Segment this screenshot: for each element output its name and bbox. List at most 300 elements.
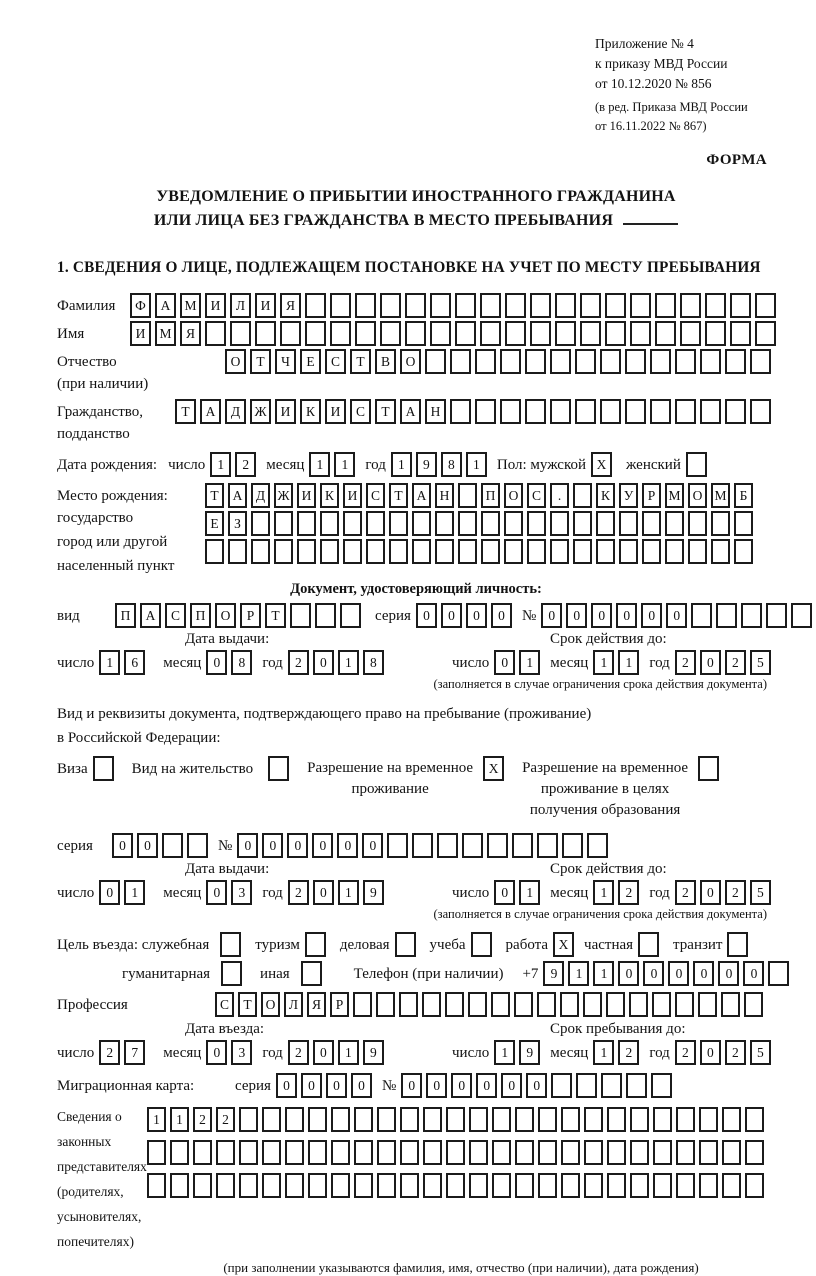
char-cell[interactable]: 1 <box>519 650 540 675</box>
char-cell[interactable] <box>412 539 431 564</box>
char-cell[interactable]: 2 <box>216 1107 235 1132</box>
char-cell[interactable] <box>525 349 546 374</box>
char-cell[interactable] <box>389 539 408 564</box>
iddoc-issue-day-cells[interactable] <box>99 650 149 675</box>
char-cell[interactable]: 0 <box>700 1040 721 1065</box>
char-cell[interactable]: 0 <box>668 961 689 986</box>
char-cell[interactable]: Т <box>238 992 257 1017</box>
char-cell[interactable]: 0 <box>206 880 227 905</box>
char-cell[interactable]: В <box>375 349 396 374</box>
char-cell[interactable]: М <box>665 483 684 508</box>
char-cell[interactable] <box>285 1140 304 1165</box>
char-cell[interactable] <box>688 539 707 564</box>
migcard-number-cells[interactable] <box>401 1073 676 1098</box>
char-cell[interactable]: 0 <box>276 1073 297 1098</box>
char-cell[interactable]: 0 <box>312 833 333 858</box>
char-cell[interactable] <box>405 293 426 318</box>
char-cell[interactable] <box>422 992 441 1017</box>
char-cell[interactable]: С <box>165 603 186 628</box>
char-cell[interactable] <box>515 1140 534 1165</box>
char-cell[interactable]: А <box>412 483 431 508</box>
char-cell[interactable] <box>734 539 753 564</box>
char-cell[interactable] <box>675 399 696 424</box>
char-cell[interactable] <box>550 539 569 564</box>
char-cell[interactable] <box>651 1073 672 1098</box>
iddoc-number-cells[interactable] <box>541 603 816 628</box>
char-cell[interactable]: О <box>215 603 236 628</box>
char-cell[interactable]: Д <box>251 483 270 508</box>
residence-checkbox[interactable] <box>268 756 293 781</box>
char-cell[interactable] <box>340 603 361 628</box>
char-cell[interactable]: Ж <box>250 399 271 424</box>
char-cell[interactable]: 0 <box>112 833 133 858</box>
char-cell[interactable]: Р <box>240 603 261 628</box>
char-cell[interactable] <box>450 349 471 374</box>
char-cell[interactable] <box>395 932 416 957</box>
char-cell[interactable]: 2 <box>675 880 696 905</box>
char-cell[interactable] <box>734 511 753 536</box>
char-cell[interactable] <box>487 833 508 858</box>
char-cell[interactable]: 0 <box>313 880 334 905</box>
char-cell[interactable]: 0 <box>616 603 637 628</box>
char-cell[interactable]: 9 <box>363 1040 384 1065</box>
char-cell[interactable] <box>515 1173 534 1198</box>
char-cell[interactable] <box>274 511 293 536</box>
char-cell[interactable] <box>315 603 336 628</box>
birthdate-month-cells[interactable] <box>309 452 359 477</box>
char-cell[interactable] <box>716 603 737 628</box>
char-cell[interactable] <box>400 1107 419 1132</box>
char-cell[interactable] <box>676 1140 695 1165</box>
char-cell[interactable] <box>730 321 751 346</box>
char-cell[interactable] <box>515 1107 534 1132</box>
char-cell[interactable] <box>580 293 601 318</box>
char-cell[interactable] <box>705 293 726 318</box>
char-cell[interactable] <box>354 1140 373 1165</box>
char-cell[interactable]: 7 <box>124 1040 145 1065</box>
char-cell[interactable]: 0 <box>416 603 437 628</box>
char-cell[interactable] <box>480 321 501 346</box>
char-cell[interactable] <box>297 511 316 536</box>
char-cell[interactable] <box>366 539 385 564</box>
birthplace-row2-cells[interactable] <box>205 511 757 536</box>
char-cell[interactable] <box>481 511 500 536</box>
purpose-transit-checkbox[interactable] <box>727 932 752 957</box>
char-cell[interactable] <box>301 961 322 986</box>
char-cell[interactable] <box>755 293 776 318</box>
char-cell[interactable] <box>331 1140 350 1165</box>
char-cell[interactable]: 9 <box>519 1040 540 1065</box>
char-cell[interactable] <box>630 321 651 346</box>
char-cell[interactable]: И <box>325 399 346 424</box>
char-cell[interactable] <box>331 1107 350 1132</box>
surname-cells[interactable] <box>130 293 780 318</box>
char-cell[interactable] <box>605 321 626 346</box>
migcard-seriya-cells[interactable] <box>276 1073 376 1098</box>
char-cell[interactable] <box>560 992 579 1017</box>
char-cell[interactable]: 2 <box>675 650 696 675</box>
representatives-row3-cells[interactable] <box>147 1173 768 1198</box>
char-cell[interactable]: С <box>325 349 346 374</box>
representatives-row2-cells[interactable] <box>147 1140 768 1165</box>
char-cell[interactable] <box>722 1173 741 1198</box>
char-cell[interactable] <box>625 399 646 424</box>
char-cell[interactable]: 9 <box>416 452 437 477</box>
char-cell[interactable]: 1 <box>391 452 412 477</box>
char-cell[interactable] <box>230 321 251 346</box>
char-cell[interactable] <box>475 399 496 424</box>
char-cell[interactable] <box>527 539 546 564</box>
char-cell[interactable] <box>744 992 763 1017</box>
char-cell[interactable] <box>686 452 707 477</box>
char-cell[interactable]: 0 <box>351 1073 372 1098</box>
char-cell[interactable] <box>430 293 451 318</box>
char-cell[interactable] <box>688 511 707 536</box>
char-cell[interactable] <box>380 321 401 346</box>
char-cell[interactable]: 2 <box>725 880 746 905</box>
char-cell[interactable] <box>538 1107 557 1132</box>
char-cell[interactable] <box>650 399 671 424</box>
char-cell[interactable] <box>573 539 592 564</box>
char-cell[interactable] <box>93 756 114 781</box>
char-cell[interactable] <box>750 399 771 424</box>
phone-cells[interactable] <box>543 961 793 986</box>
char-cell[interactable] <box>555 321 576 346</box>
char-cell[interactable] <box>450 399 471 424</box>
char-cell[interactable]: 0 <box>743 961 764 986</box>
char-cell[interactable] <box>330 293 351 318</box>
char-cell[interactable]: 0 <box>618 961 639 986</box>
char-cell[interactable] <box>274 539 293 564</box>
entry-stay-year-cells[interactable] <box>675 1040 775 1065</box>
char-cell[interactable] <box>343 511 362 536</box>
char-cell[interactable] <box>305 293 326 318</box>
char-cell[interactable] <box>400 1140 419 1165</box>
char-cell[interactable] <box>698 992 717 1017</box>
purpose-tourism-checkbox[interactable] <box>305 932 330 957</box>
entry-date-day-cells[interactable] <box>99 1040 149 1065</box>
char-cell[interactable] <box>705 321 726 346</box>
char-cell[interactable]: Т <box>175 399 196 424</box>
char-cell[interactable]: П <box>481 483 500 508</box>
char-cell[interactable]: И <box>297 483 316 508</box>
char-cell[interactable]: К <box>300 399 321 424</box>
char-cell[interactable]: К <box>596 483 615 508</box>
char-cell[interactable] <box>471 932 492 957</box>
birthplace-row1-cells[interactable] <box>205 483 757 508</box>
sex-female-checkbox[interactable] <box>686 452 711 477</box>
char-cell[interactable]: 1 <box>338 650 359 675</box>
char-cell[interactable] <box>355 293 376 318</box>
char-cell[interactable] <box>469 1173 488 1198</box>
char-cell[interactable] <box>680 293 701 318</box>
char-cell[interactable] <box>412 511 431 536</box>
char-cell[interactable] <box>530 293 551 318</box>
char-cell[interactable] <box>251 539 270 564</box>
char-cell[interactable] <box>638 932 659 957</box>
char-cell[interactable]: 0 <box>476 1073 497 1098</box>
char-cell[interactable] <box>575 349 596 374</box>
staydoc-issue-day-cells[interactable] <box>99 880 149 905</box>
char-cell[interactable]: 0 <box>591 603 612 628</box>
char-cell[interactable] <box>505 293 526 318</box>
representatives-row1-cells[interactable] <box>147 1107 768 1132</box>
char-cell[interactable]: 1 <box>593 961 614 986</box>
char-cell[interactable]: 0 <box>491 603 512 628</box>
char-cell[interactable] <box>228 539 247 564</box>
char-cell[interactable]: И <box>130 321 151 346</box>
char-cell[interactable]: 0 <box>541 603 562 628</box>
char-cell[interactable] <box>642 539 661 564</box>
char-cell[interactable]: 8 <box>231 650 252 675</box>
char-cell[interactable] <box>596 539 615 564</box>
char-cell[interactable]: 2 <box>675 1040 696 1065</box>
char-cell[interactable] <box>691 603 712 628</box>
char-cell[interactable]: П <box>190 603 211 628</box>
char-cell[interactable]: 0 <box>643 961 664 986</box>
char-cell[interactable] <box>504 511 523 536</box>
char-cell[interactable]: 0 <box>566 603 587 628</box>
char-cell[interactable] <box>722 1140 741 1165</box>
char-cell[interactable]: 0 <box>441 603 462 628</box>
char-cell[interactable]: З <box>228 511 247 536</box>
char-cell[interactable] <box>514 992 533 1017</box>
purpose-official-checkbox[interactable] <box>220 932 245 957</box>
char-cell[interactable] <box>745 1140 764 1165</box>
char-cell[interactable] <box>619 539 638 564</box>
char-cell[interactable]: О <box>225 349 246 374</box>
char-cell[interactable] <box>380 293 401 318</box>
char-cell[interactable]: 3 <box>231 880 252 905</box>
char-cell[interactable] <box>462 833 483 858</box>
char-cell[interactable]: 9 <box>363 880 384 905</box>
char-cell[interactable]: 1 <box>466 452 487 477</box>
char-cell[interactable]: 1 <box>210 452 231 477</box>
char-cell[interactable]: 0 <box>700 650 721 675</box>
char-cell[interactable] <box>699 1173 718 1198</box>
char-cell[interactable] <box>699 1140 718 1165</box>
char-cell[interactable] <box>423 1140 442 1165</box>
purpose-work-checkbox[interactable] <box>553 932 578 957</box>
char-cell[interactable] <box>446 1107 465 1132</box>
char-cell[interactable] <box>711 539 730 564</box>
char-cell[interactable]: 1 <box>494 1040 515 1065</box>
char-cell[interactable]: А <box>228 483 247 508</box>
purpose-other-checkbox[interactable] <box>301 961 326 986</box>
char-cell[interactable] <box>512 833 533 858</box>
char-cell[interactable] <box>527 511 546 536</box>
char-cell[interactable] <box>551 1073 572 1098</box>
char-cell[interactable] <box>725 349 746 374</box>
char-cell[interactable] <box>745 1107 764 1132</box>
char-cell[interactable] <box>330 321 351 346</box>
char-cell[interactable] <box>562 833 583 858</box>
char-cell[interactable]: X <box>483 756 504 781</box>
char-cell[interactable] <box>469 1107 488 1132</box>
char-cell[interactable] <box>446 1173 465 1198</box>
char-cell[interactable]: Л <box>230 293 251 318</box>
char-cell[interactable]: 0 <box>313 1040 334 1065</box>
char-cell[interactable] <box>423 1107 442 1132</box>
char-cell[interactable]: 0 <box>237 833 258 858</box>
char-cell[interactable]: Е <box>205 511 224 536</box>
char-cell[interactable] <box>791 603 812 628</box>
char-cell[interactable] <box>676 1173 695 1198</box>
char-cell[interactable]: 0 <box>301 1073 322 1098</box>
char-cell[interactable] <box>320 511 339 536</box>
char-cell[interactable] <box>376 992 395 1017</box>
char-cell[interactable] <box>480 293 501 318</box>
staydoc-valid-month-cells[interactable] <box>593 880 643 905</box>
char-cell[interactable] <box>555 293 576 318</box>
char-cell[interactable] <box>308 1140 327 1165</box>
char-cell[interactable]: Я <box>280 293 301 318</box>
char-cell[interactable]: Т <box>375 399 396 424</box>
char-cell[interactable] <box>583 992 602 1017</box>
char-cell[interactable]: Ч <box>275 349 296 374</box>
temp-permit-checkbox[interactable] <box>483 756 508 781</box>
char-cell[interactable] <box>377 1140 396 1165</box>
char-cell[interactable] <box>162 833 183 858</box>
char-cell[interactable]: 0 <box>337 833 358 858</box>
char-cell[interactable]: С <box>527 483 546 508</box>
char-cell[interactable]: 8 <box>363 650 384 675</box>
char-cell[interactable] <box>606 992 625 1017</box>
char-cell[interactable]: С <box>366 483 385 508</box>
char-cell[interactable]: Т <box>265 603 286 628</box>
char-cell[interactable]: У <box>619 483 638 508</box>
char-cell[interactable] <box>653 1107 672 1132</box>
char-cell[interactable]: 5 <box>750 1040 771 1065</box>
visa-checkbox[interactable] <box>93 756 118 781</box>
char-cell[interactable]: К <box>320 483 339 508</box>
char-cell[interactable]: Т <box>389 483 408 508</box>
char-cell[interactable] <box>366 511 385 536</box>
char-cell[interactable]: Д <box>225 399 246 424</box>
char-cell[interactable]: 1 <box>99 650 120 675</box>
char-cell[interactable] <box>525 399 546 424</box>
char-cell[interactable] <box>655 321 676 346</box>
char-cell[interactable] <box>290 603 311 628</box>
char-cell[interactable]: 0 <box>641 603 662 628</box>
iddoc-issue-year-cells[interactable] <box>288 650 388 675</box>
char-cell[interactable] <box>550 349 571 374</box>
char-cell[interactable] <box>619 511 638 536</box>
char-cell[interactable]: 2 <box>99 1040 120 1065</box>
char-cell[interactable]: А <box>200 399 221 424</box>
char-cell[interactable]: 8 <box>441 452 462 477</box>
char-cell[interactable] <box>550 511 569 536</box>
char-cell[interactable] <box>576 1073 597 1098</box>
char-cell[interactable]: 1 <box>568 961 589 986</box>
char-cell[interactable] <box>400 1173 419 1198</box>
char-cell[interactable] <box>458 511 477 536</box>
char-cell[interactable] <box>505 321 526 346</box>
char-cell[interactable] <box>766 603 787 628</box>
char-cell[interactable] <box>700 349 721 374</box>
char-cell[interactable] <box>251 511 270 536</box>
char-cell[interactable] <box>630 1107 649 1132</box>
char-cell[interactable] <box>580 321 601 346</box>
char-cell[interactable]: 0 <box>262 833 283 858</box>
char-cell[interactable] <box>596 511 615 536</box>
char-cell[interactable]: 5 <box>750 880 771 905</box>
char-cell[interactable]: 0 <box>666 603 687 628</box>
char-cell[interactable] <box>700 399 721 424</box>
char-cell[interactable] <box>492 1140 511 1165</box>
char-cell[interactable]: X <box>591 452 612 477</box>
char-cell[interactable]: П <box>115 603 136 628</box>
char-cell[interactable]: 1 <box>170 1107 189 1132</box>
char-cell[interactable] <box>455 293 476 318</box>
char-cell[interactable] <box>389 511 408 536</box>
char-cell[interactable] <box>725 399 746 424</box>
char-cell[interactable] <box>469 1140 488 1165</box>
char-cell[interactable] <box>652 992 671 1017</box>
char-cell[interactable] <box>285 1173 304 1198</box>
firstname-cells[interactable] <box>130 321 780 346</box>
char-cell[interactable] <box>354 1107 373 1132</box>
char-cell[interactable] <box>216 1173 235 1198</box>
char-cell[interactable] <box>573 483 592 508</box>
char-cell[interactable] <box>297 539 316 564</box>
char-cell[interactable]: Р <box>642 483 661 508</box>
char-cell[interactable]: Л <box>284 992 303 1017</box>
char-cell[interactable] <box>205 539 224 564</box>
char-cell[interactable] <box>239 1140 258 1165</box>
char-cell[interactable]: 0 <box>362 833 383 858</box>
purpose-study-checkbox[interactable] <box>471 932 496 957</box>
char-cell[interactable] <box>587 833 608 858</box>
char-cell[interactable] <box>355 321 376 346</box>
char-cell[interactable] <box>500 399 521 424</box>
char-cell[interactable] <box>642 511 661 536</box>
iddoc-issue-month-cells[interactable] <box>206 650 256 675</box>
char-cell[interactable]: 0 <box>526 1073 547 1098</box>
staydoc-valid-year-cells[interactable] <box>675 880 775 905</box>
iddoc-vid-cells[interactable] <box>115 603 365 628</box>
char-cell[interactable] <box>435 539 454 564</box>
char-cell[interactable]: 2 <box>288 650 309 675</box>
char-cell[interactable] <box>331 1173 350 1198</box>
purpose-private-checkbox[interactable] <box>638 932 663 957</box>
char-cell[interactable] <box>730 293 751 318</box>
char-cell[interactable]: 2 <box>725 650 746 675</box>
staydoc-number-cells[interactable] <box>237 833 612 858</box>
char-cell[interactable] <box>268 756 289 781</box>
citizenship-cells[interactable] <box>175 399 775 446</box>
char-cell[interactable] <box>675 992 694 1017</box>
char-cell[interactable]: 2 <box>725 1040 746 1065</box>
char-cell[interactable] <box>305 932 326 957</box>
char-cell[interactable] <box>475 349 496 374</box>
staydoc-issue-year-cells[interactable] <box>288 880 388 905</box>
char-cell[interactable] <box>308 1107 327 1132</box>
char-cell[interactable]: Я <box>180 321 201 346</box>
char-cell[interactable] <box>193 1173 212 1198</box>
patronymic-cells[interactable] <box>225 349 775 396</box>
char-cell[interactable] <box>653 1173 672 1198</box>
char-cell[interactable]: 2 <box>618 1040 639 1065</box>
purpose-humanitarian-checkbox[interactable] <box>221 961 246 986</box>
char-cell[interactable]: О <box>504 483 523 508</box>
char-cell[interactable]: 1 <box>124 880 145 905</box>
char-cell[interactable]: 0 <box>287 833 308 858</box>
char-cell[interactable] <box>605 293 626 318</box>
char-cell[interactable]: 0 <box>494 880 515 905</box>
char-cell[interactable] <box>262 1107 281 1132</box>
char-cell[interactable]: А <box>400 399 421 424</box>
